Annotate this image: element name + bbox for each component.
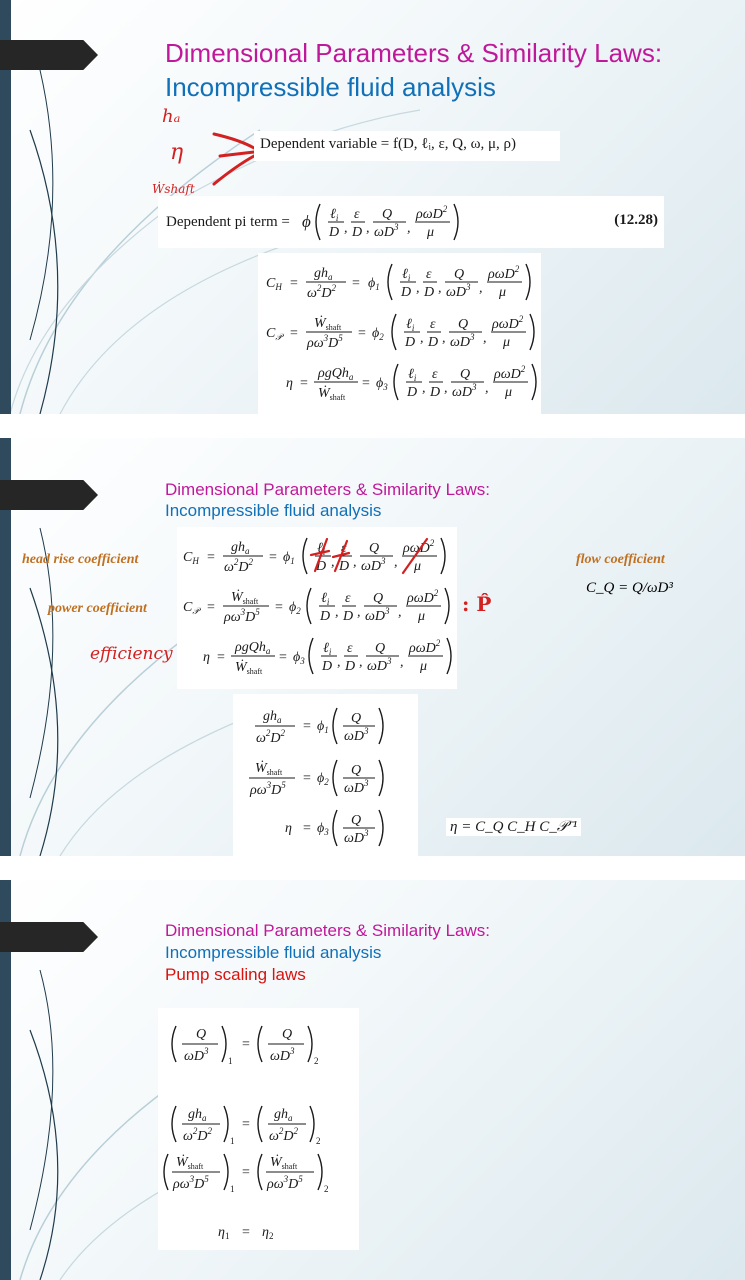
svg-text:ωD3: $\omega D^3$ bbox=[270, 1046, 295, 1064]
svg-text:=: = bbox=[242, 1165, 250, 1180]
slide-2 bbox=[0, 438, 745, 856]
svg-text:C𝒫: $C_𝒫$ bbox=[266, 326, 282, 342]
scaling-laws-box bbox=[158, 1008, 359, 1250]
handwritten-ha: hₐ bbox=[162, 106, 181, 127]
svg-text:=: = bbox=[303, 771, 311, 786]
handwritten-eta: η bbox=[170, 140, 184, 165]
svg-text:Q: Q bbox=[196, 1027, 207, 1042]
svg-text:Ẇshaft: Ẇ$_{shaft}$ bbox=[231, 590, 259, 606]
svg-text:Ẇshaft: Ẇ$_{shaft}$ bbox=[318, 386, 346, 402]
svg-text:=: = bbox=[358, 326, 366, 341]
svg-text:=: = bbox=[362, 376, 370, 391]
dependent-variable-equation: Dependent variable = f(D, ℓᵢ, ε, Q, ω, μ, ρ) bbox=[260, 136, 516, 152]
svg-text:gha: $gh_a$ bbox=[314, 266, 333, 282]
svg-text:=: = bbox=[207, 550, 215, 565]
svg-text:C𝒫: $C_𝒫$ bbox=[183, 600, 199, 616]
svg-text:Dependent pi term =: Dependent pi term = bbox=[166, 214, 290, 230]
flow-coefficient-equation: C_Q = Q/ωD³ bbox=[586, 580, 673, 596]
pi-groups-equations bbox=[258, 253, 541, 414]
handwritten-brace-arrow bbox=[200, 126, 260, 190]
slide-title-line1: Dimensional Parameters & Similarity Laws: bbox=[165, 480, 490, 499]
reduced-box bbox=[233, 694, 418, 856]
handwritten-p-hat: : P̂ bbox=[462, 592, 492, 616]
svg-text:ϕ3: $\phi_3$ bbox=[317, 821, 329, 837]
coefficient-equations bbox=[177, 527, 457, 689]
svg-text:=: = bbox=[303, 821, 311, 836]
svg-text:=: = bbox=[290, 326, 298, 341]
svg-text:ρgQha: ρgQh$_a$ bbox=[318, 366, 354, 382]
svg-text:=: = bbox=[300, 376, 308, 391]
svg-text:ϕ2: $\phi_2$ bbox=[289, 600, 301, 616]
svg-text:ω2D2: $\omega^2D^2$ bbox=[183, 1126, 213, 1144]
svg-text:ϕ1: $\phi_1$ bbox=[283, 550, 295, 566]
svg-text:ϕ3: $\phi_3$ bbox=[293, 650, 305, 666]
dependent-pi-equation bbox=[158, 196, 664, 248]
svg-text:ρω3D5: $\rho\omega^3D^5$ bbox=[224, 607, 260, 625]
slide-3 bbox=[0, 880, 745, 1280]
equation-number: (12.28) bbox=[614, 212, 658, 228]
svg-text:ϕ2: $\phi_2$ bbox=[372, 326, 384, 342]
svg-text:gha: $gh_a$ bbox=[263, 709, 282, 725]
svg-text:Q: Q bbox=[282, 1027, 293, 1042]
title-arrow bbox=[0, 480, 98, 510]
svg-text:ϕ1: $\phi_1$ bbox=[317, 719, 329, 735]
svg-text:ϕ2: $\phi_2$ bbox=[317, 771, 329, 787]
svg-text:CH: $C_H$ bbox=[183, 550, 199, 566]
slide-title-line3: Pump scaling laws bbox=[165, 965, 306, 984]
slide-title-line1: Dimensional Parameters & Similarity Laws: bbox=[165, 921, 490, 940]
svg-text:ω2D2: $\omega^2D^2$ bbox=[307, 283, 337, 301]
head-rise-coefficient-label: head rise coefficient bbox=[22, 552, 139, 567]
svg-text:ρgQha: ρgQh$_a$ bbox=[235, 640, 271, 656]
svg-text:=: = bbox=[242, 1037, 250, 1052]
slide-title-line2: Incompressible fluid analysis bbox=[165, 72, 496, 102]
svg-text:=: = bbox=[269, 550, 277, 565]
svg-text:η: η bbox=[285, 821, 292, 836]
svg-text:Ẇshaft: Ẇ$_{shaft}$ bbox=[176, 1155, 204, 1171]
coefficients-box bbox=[177, 527, 457, 689]
svg-text:ϕ1: $\phi_1$ bbox=[368, 276, 380, 292]
svg-text:Ẇshaft: Ẇ$_{shaft}$ bbox=[235, 660, 263, 676]
svg-text:1: 1 bbox=[230, 1184, 235, 1194]
power-coefficient-label: power coefficient bbox=[48, 601, 147, 616]
svg-text:gha: $gh_a$ bbox=[274, 1107, 293, 1123]
svg-text:ω2D2: $\omega^2D^2$ bbox=[224, 557, 254, 575]
slide-title-line1: Dimensional Parameters & Similarity Laws: bbox=[165, 38, 663, 68]
svg-text:=: = bbox=[275, 600, 283, 615]
svg-text:ω2D2: $\omega^2D^2$ bbox=[256, 728, 286, 746]
svg-text:=: = bbox=[303, 719, 311, 734]
svg-text:gha: $gh_a$ bbox=[231, 540, 250, 556]
slide-1 bbox=[0, 0, 745, 414]
svg-text:ρω3D5: $\rho\omega^3D^5$ bbox=[250, 780, 286, 798]
svg-text:ϕ: ϕ bbox=[302, 212, 311, 231]
svg-text:ϕ3: $\phi_3$ bbox=[376, 376, 388, 392]
svg-text:1: 1 bbox=[230, 1136, 235, 1146]
scaling-law-equations bbox=[158, 1008, 359, 1250]
svg-text:η2: $\eta_2$ bbox=[262, 1225, 274, 1241]
svg-text:=: = bbox=[217, 650, 225, 665]
slide-title-line2: Incompressible fluid analysis bbox=[165, 943, 382, 962]
svg-text:=: = bbox=[242, 1117, 250, 1132]
svg-text:Ẇshaft: Ẇ$_{shaft}$ bbox=[270, 1155, 298, 1171]
pi-groups-box bbox=[258, 253, 541, 414]
svg-text:=: = bbox=[207, 600, 215, 615]
dependent-variable-box bbox=[254, 131, 560, 161]
svg-text:η: η bbox=[286, 376, 293, 391]
reduced-equations bbox=[233, 694, 418, 856]
svg-text:CH: $C_H$ bbox=[266, 276, 282, 292]
handwritten-efficiency: efficiency bbox=[90, 644, 173, 664]
handwritten-wshaft: Ẇshaft bbox=[152, 182, 195, 196]
title-arrow bbox=[0, 40, 98, 70]
svg-text:=: = bbox=[352, 276, 360, 291]
svg-text:ρω3D5: $\rho\omega^3D^5$ bbox=[267, 1174, 303, 1192]
efficiency-equation: η = C_Q C_H C_𝒫⁻¹ bbox=[446, 818, 581, 836]
svg-text:=: = bbox=[290, 276, 298, 291]
svg-text:=: = bbox=[279, 650, 287, 665]
slide-gap-1 bbox=[0, 414, 745, 438]
svg-text:ρω3D5: $\rho\omega^3D^5$ bbox=[173, 1174, 209, 1192]
svg-text:2: 2 bbox=[316, 1136, 321, 1146]
svg-text:Ẇshaft: Ẇ$_{shaft}$ bbox=[314, 316, 342, 332]
slide-gap-2 bbox=[0, 856, 745, 880]
svg-text:ω2D2: $\omega^2D^2$ bbox=[269, 1126, 299, 1144]
svg-text:η: η bbox=[203, 650, 210, 665]
svg-text:2: 2 bbox=[324, 1184, 329, 1194]
svg-text:ωD3: $\omega D^3$ bbox=[184, 1046, 209, 1064]
svg-text:1: 1 bbox=[228, 1056, 233, 1066]
dependent-pi-box bbox=[158, 196, 664, 248]
svg-text:ρω3D5: $\rho\omega^3D^5$ bbox=[307, 333, 343, 351]
svg-text:η1: $\eta_1$ bbox=[218, 1225, 230, 1241]
slide-title-line2: Incompressible fluid analysis bbox=[165, 501, 382, 520]
svg-text:Ẇshaft: Ẇ$_{shaft}$ bbox=[255, 761, 283, 777]
svg-text:2: 2 bbox=[314, 1056, 319, 1066]
title-arrow bbox=[0, 922, 98, 952]
flow-coefficient-label: flow coefficient bbox=[576, 552, 665, 567]
svg-text:gha: $gh_a$ bbox=[188, 1107, 207, 1123]
svg-text:=: = bbox=[242, 1225, 250, 1240]
